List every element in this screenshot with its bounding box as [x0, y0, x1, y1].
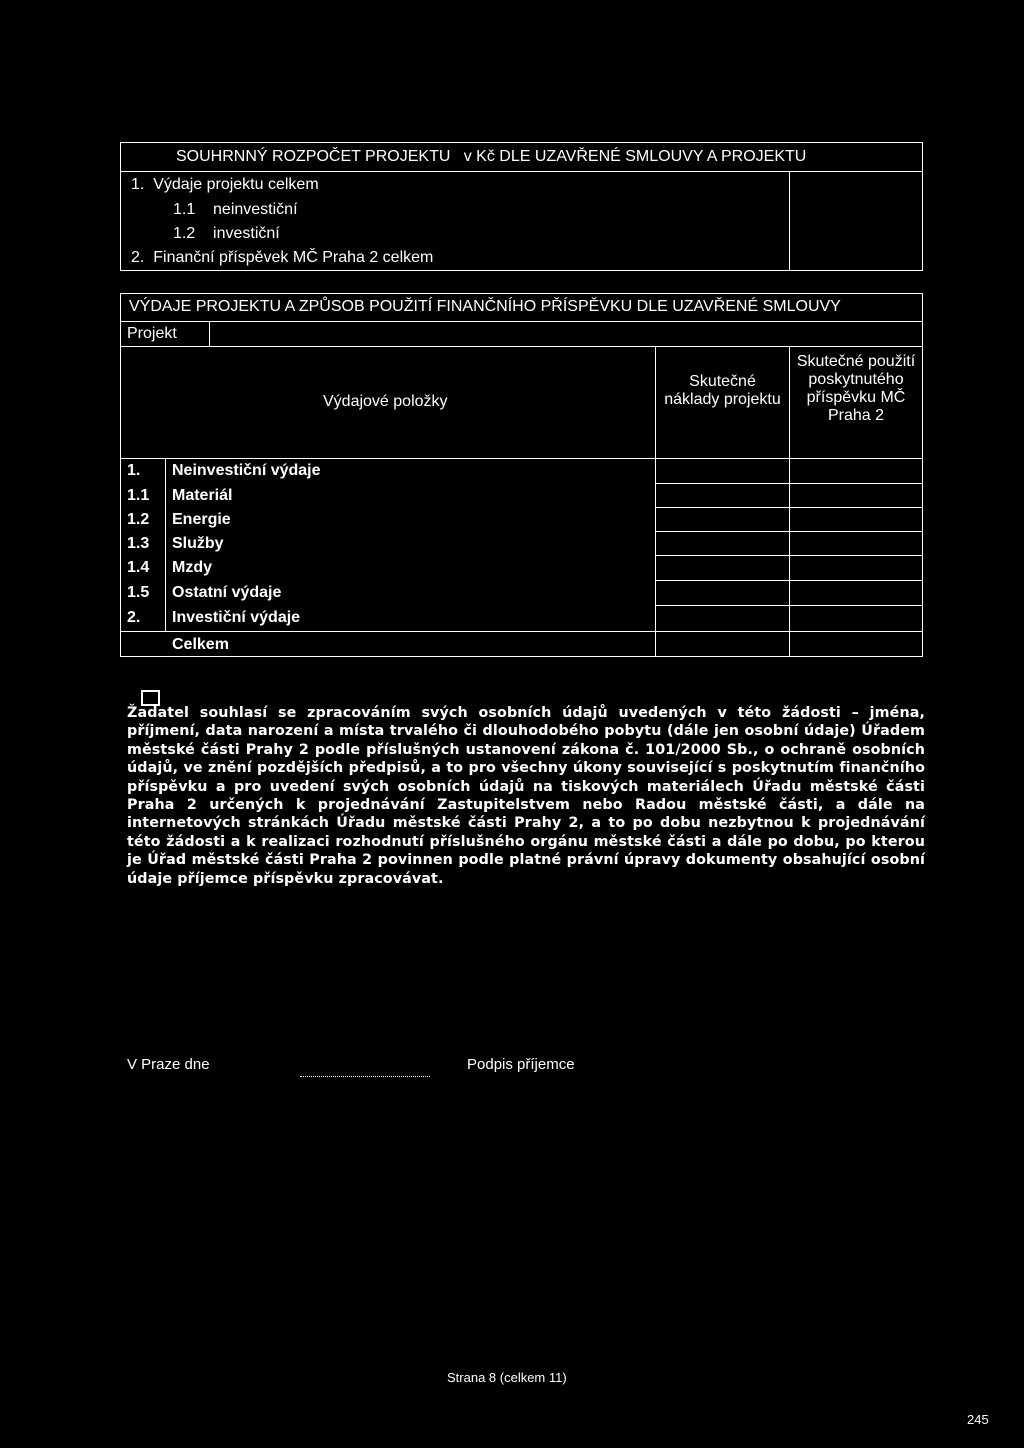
page-number: 245 — [967, 1412, 989, 1427]
expense-row-number: 1.5 — [127, 584, 150, 601]
summary-row-contribution-label: 2. Finanční příspěvek MČ Praha 2 celkem — [131, 249, 434, 266]
expense-table-header: VÝDAJE PROJEKTU A ZPŮSOB POUŽITÍ FINANČNÍHO PŘÍSPĚVKU DLE UZAVŘENÉ SMLOUVY — [129, 298, 841, 315]
project-row-divider — [120, 346, 923, 347]
row-divider — [120, 458, 923, 459]
date-input[interactable] — [300, 1060, 430, 1077]
column-header-items: Výdajové položky — [323, 393, 448, 410]
page-indicator: Strana 8 (celkem 11) — [447, 1370, 567, 1385]
summary-value-divider — [789, 171, 790, 271]
expense-total-label: Celkem — [172, 636, 229, 653]
expense-row-number: 1. — [127, 462, 141, 479]
place-date-label: V Praze dne — [127, 1056, 210, 1073]
expense-row-label: Ostatní výdaje — [172, 584, 282, 601]
row-divider — [655, 580, 923, 581]
column-header-costs: Skutečné náklady projektu — [664, 373, 781, 408]
usage-column-divider — [789, 346, 790, 657]
column-header-usage: Skutečné použití poskytnutého příspěvku MČ Praha 2 — [796, 353, 916, 424]
expense-row-label: Služby — [172, 535, 224, 552]
expense-header-divider — [120, 321, 923, 322]
row-divider — [655, 605, 923, 606]
expense-row-label: Materiál — [172, 487, 233, 504]
signature-label: Podpis příjemce — [467, 1056, 575, 1073]
summary-row-invest-label: 1.2 investiční — [173, 225, 280, 242]
row-divider — [655, 483, 923, 484]
costs-column-divider — [655, 346, 656, 657]
project-label: Projekt — [127, 325, 177, 342]
expense-row-label: Mzdy — [172, 559, 212, 576]
expense-row-label: Neinvestiční výdaje — [172, 462, 321, 479]
summary-divider — [120, 171, 923, 172]
expense-row-number: 1.2 — [127, 511, 150, 528]
consent-text: Žadatel souhlasí se zpracováním svých osobních údajů uvedených v této žádosti – jména, příjmení, data narození a místa trvalého či dlouhodobého pobytu (dále jen osobní údaje) Úřadem městské části Prahy 2 podle příslušných ustanovení zákona č. 101/2000 Sb., o ochraně osobních údajů, ve znění pozdějších předpisů, a to pro všechny úkony související s poskytnutím finančního příspěvku a pro uvedení svých osobních údajů na tiskových materiálech Úřadu městské části Praha 2 určených k projednávání Zastupitelstvem nebo Radou městské části, a dále na internetových stránkách Úřadu městské části Prahy 2, a to po dobu nezbytnou k projednávání této žádosti a k realizaci rozhodnutí příslušného orgánu městské části a dále po dobu, po kterou je Úřad městské části Praha 2 povinnen podle platné právní úpravy dokumenty obsahující osobní údaje příjemce příspěvku zpracovávat. — [127, 705, 925, 887]
summary-row-total-label: 1. Výdaje projektu celkem — [131, 176, 319, 193]
row-divider — [655, 531, 923, 532]
expense-row-label: Energie — [172, 511, 231, 528]
expense-row-number: 1.4 — [127, 559, 150, 576]
project-label-divider — [209, 321, 210, 346]
expense-row-number: 1.1 — [127, 487, 150, 504]
expense-row-number: 1.3 — [127, 535, 150, 552]
row-divider — [655, 507, 923, 508]
summary-table-header: SOUHRNNÝ ROZPOČET PROJEKTU v Kč DLE UZAVŘENÉ SMLOUVY A PROJEKTU — [176, 148, 807, 165]
expense-row-number: 2. — [127, 609, 141, 626]
summary-row-noninvest-label: 1.1 neinvestiční — [173, 201, 298, 218]
row-divider — [120, 631, 923, 632]
row-divider — [655, 555, 923, 556]
number-column-divider — [165, 458, 166, 631]
expense-row-label: Investiční výdaje — [172, 609, 301, 626]
